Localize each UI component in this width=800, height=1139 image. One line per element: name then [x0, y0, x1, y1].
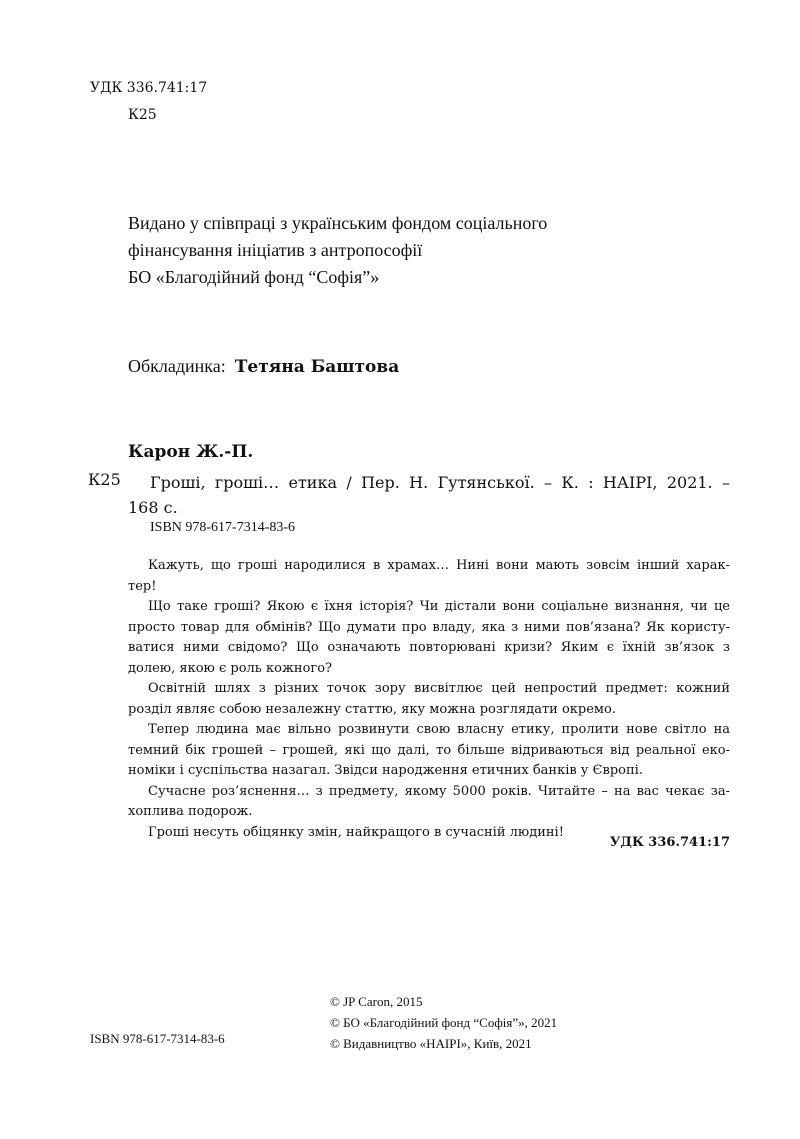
cover-artist: Тетяна Баштова — [234, 357, 400, 377]
cover-label: Обкладинка: — [128, 356, 226, 376]
cooperation-line: фінансування ініціатив з антропософії — [128, 240, 423, 260]
annotation-line: хоплива подорож. — [128, 804, 253, 819]
annotation-line: Тепер людина має вільно розвинути свою власну етику, пролити нове світло на — [148, 722, 730, 737]
author-mark-header: К25 — [128, 107, 157, 123]
copyright-block — [330, 991, 557, 1054]
catalog-author: Карон Ж.-П. — [128, 442, 254, 462]
annotation-line: розділ являє собою незалежну статтю, яку можна розглядати окремо. — [128, 701, 616, 717]
bibliographic-record — [128, 470, 730, 520]
annotation-line: Сучасне роз’яснення… з предмету, якому 5000 років. Читайте – на вас чекає за- — [148, 783, 730, 799]
copyright-line: © БО «Благодійний фонд “Софія”», 2021 — [330, 1015, 558, 1030]
annotation-line: тер! — [128, 578, 157, 594]
annotation-line: ватися ними свідомо? Що означають повторювані кризи? Яким є їхній зв’язок з — [128, 640, 730, 655]
annotation-line: Що таке гроші? Якою є їхня історія? Чи дістали вони соціальне визнання, чи це — [148, 599, 730, 614]
annotation-line: Гроші несуть обіцянку змін, найкращого в сучасній людині! — [148, 824, 564, 840]
bib-line: Гроші, гроші… етика / Пер. Н. Гутянської. – К. : НАІРІ, 2021. – — [150, 473, 730, 492]
catalog-code: К25 — [88, 470, 121, 489]
catalog-isbn: ISBN 978-617-7314-83-6 — [150, 520, 296, 535]
annotation-line: Кажуть, що гроші народилися в храмах… Нині вони мають зовсім інший харак- — [148, 558, 730, 573]
annotation — [128, 556, 730, 843]
bib-line: 168 с. — [128, 498, 178, 517]
footer-isbn: ISBN 978-617-7314-83-6 — [90, 1031, 225, 1046]
cooperation-line: БО «Благодійний фонд “Софія”» — [128, 267, 380, 287]
cooperation-note — [128, 210, 547, 291]
annotation-line: просто товар для обмінів? Що думати про владу, яка з ними пов’язана? Як користу- — [128, 619, 730, 635]
udk-header: УДК 336.741:17 — [90, 80, 208, 96]
annotation-line: долею, якою є роль кожного? — [128, 660, 333, 676]
udk-annotation: УДК 336.741:17 — [609, 835, 730, 850]
copyright-line: © Видавництво «НАІРІ», Київ, 2021 — [330, 1036, 532, 1051]
copyright-line: © JP Caron, 2015 — [330, 994, 423, 1009]
annotation-line: номіки і суспільства назагал. Звідси народження етичних банків у Європі. — [128, 763, 643, 778]
annotation-line: Освітній шлях з різних точок зору висвітлює цей непростий предмет: кожний — [148, 681, 730, 696]
annotation-line: темний бік грошей – грошей, які що далі, то більше відриваються від реальної еко- — [128, 742, 730, 758]
cover-credit — [128, 356, 399, 377]
cooperation-line: Видано у співпраці з українським фондом соціального — [128, 213, 548, 233]
